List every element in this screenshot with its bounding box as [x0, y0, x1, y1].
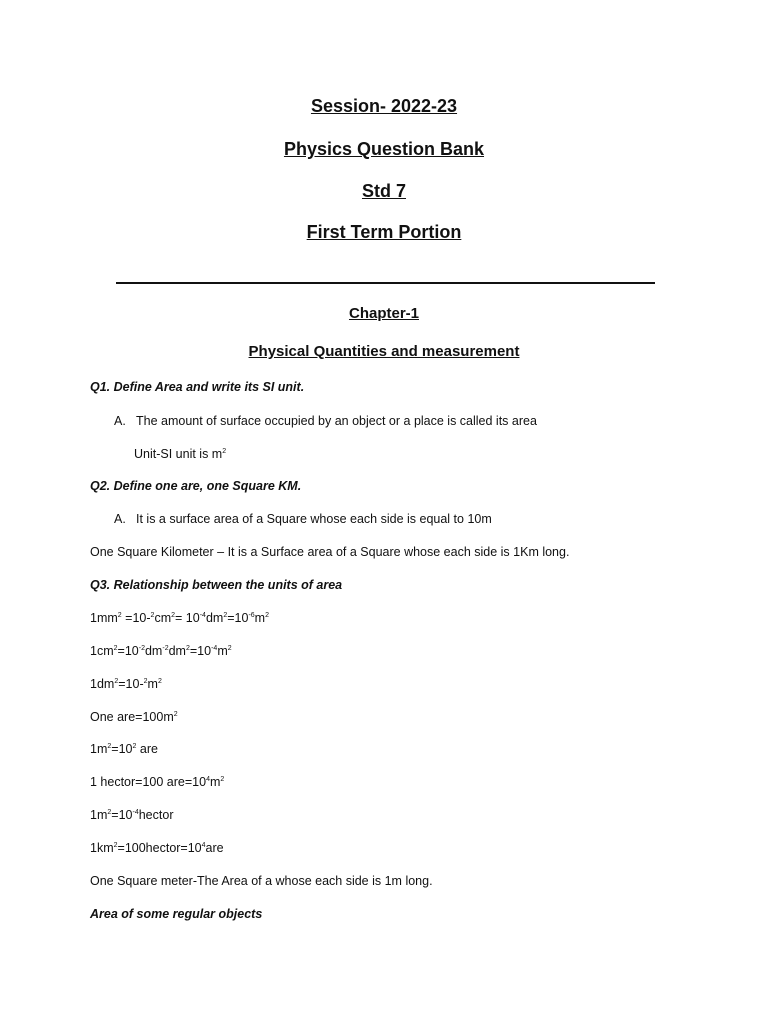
relation-hector: 1 hector=100 $are=10^4m^2$: [90, 775, 225, 789]
answer-text: It is a surface area of a Square whose each side is equal to 10m: [136, 512, 492, 526]
document-title: Physics Question Bank: [283, 139, 485, 159]
session-heading: Session- 2022-23: [310, 96, 458, 116]
square-km-definition: One Square Kilometer – It is a Surface area of a Square whose each side is 1Km long.: [90, 545, 570, 559]
answer-text: The amount of surface occupied by an object or a place is called its area: [136, 414, 537, 428]
chapter-name: Physical Quantities and measurement: [248, 343, 520, 360]
answer-2: [114, 512, 492, 526]
relation-mm: $1mm^2 =10-^2cm^2= 10^{-4}dm^2=10^{-6}m^2$: [90, 611, 269, 625]
square-meter-definition: One Square meter-The Area of a whose each side is 1m long.: [90, 874, 433, 888]
term-heading: First Term Portion: [306, 222, 462, 242]
relation-are: One $are=100m^2$: [90, 710, 178, 724]
question-1: Q1. Define Area and write its SI unit.: [90, 380, 305, 394]
relation-dm: $1dm^2=10-^2m^2$: [90, 677, 162, 691]
si-unit-line: Unit-SI unit is $m^2$: [134, 447, 227, 461]
chapter-number: Chapter-1: [348, 305, 419, 322]
standard-heading: Std 7: [361, 181, 406, 201]
area-objects-heading: Area of some regular objects: [90, 907, 263, 921]
answer-1: [114, 414, 537, 428]
relation-m-hector: $1m^2=10^{-4}hector$: [90, 808, 174, 822]
relation-cm: $1cm^2=10^{-2}dm^{-2}dm^2=10^{-4}m^2$: [90, 644, 232, 658]
relation-m-are: $1m^2=10^2$ are: [90, 742, 158, 756]
question-3: Q3. Relationship between the units of area: [90, 578, 343, 592]
question-2: Q2. Define one are, one Square KM.: [90, 479, 302, 493]
answer-label: A.: [114, 512, 126, 526]
divider-rule: [116, 282, 655, 284]
answer-label: A.: [114, 414, 126, 428]
relation-km: $1km^2=100hector=10^4are$: [90, 841, 224, 855]
